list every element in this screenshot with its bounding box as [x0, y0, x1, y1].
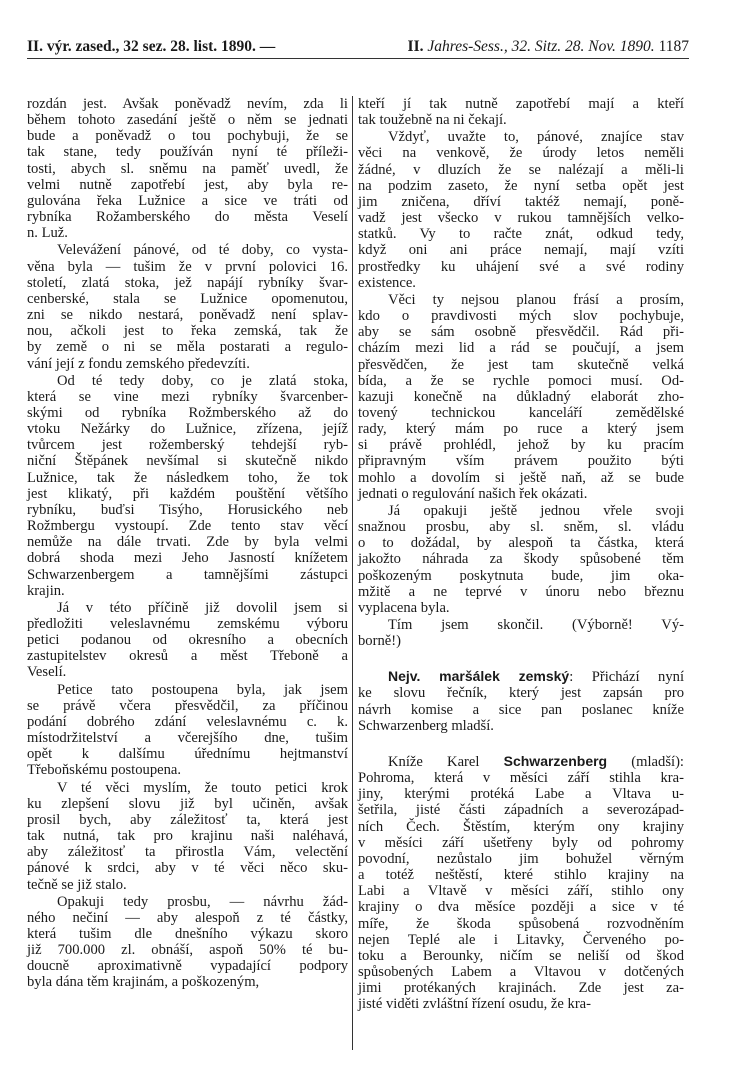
line-prefix: Kníže Karel [388, 753, 504, 770]
text-line: kdo o pravdivosti mých slov pochybuje, [358, 308, 684, 325]
text-line: zastupitelstev okresů a měst Třeboně a [27, 648, 348, 665]
text-line: Schwarzenberg mladší. [358, 717, 494, 734]
text-line: gulována řeka Lužnice a sice ve tráti od [27, 192, 348, 209]
text-line: vadž jest všecko v rukou tamnějších velko- [358, 210, 684, 227]
speaker-name: Schwarzenberg [503, 752, 608, 769]
text-line: niční Štěpánek nevšímal si skutečně nikdo [27, 453, 348, 470]
text-line: Od té tedy doby, co je zlatá stoka, [57, 372, 348, 389]
text-line: přesvědčen, že jest tam skutečně velká [358, 356, 684, 373]
text-line: se právě včera přesvědčil, za příčinou [27, 697, 348, 714]
paragraph [358, 292, 684, 502]
text-line: tečně se již stalo. [27, 876, 127, 893]
text-line: toku a Berounky, ničím se neliší od škod [358, 947, 684, 964]
text-line: Rožmbergu vystoupí. Zde tento stav věcí [27, 518, 348, 535]
text-line: skými od rybníka Rožmberského až do [27, 404, 348, 421]
text-line: krajiny o dva měsíce později a sice v té [358, 899, 684, 916]
text-line: bída, a že se rychle pomoci musí. Od- [358, 372, 684, 389]
text-line: aby se sám osobně přesvědčil. Rád při- [358, 324, 684, 341]
text-line: V té věci myslím, že touto petici krok [57, 779, 348, 796]
paragraph [27, 600, 348, 681]
header-german-text: Jahres-Sess., 32. Sitz. 28. Nov. 1890. [427, 38, 655, 55]
text-line: cenberské, stala se Lužnice opomenutou, [27, 290, 348, 307]
column-divider [352, 96, 353, 1050]
line-rest: : Přichází nyní [569, 669, 684, 686]
text-line: poškozeným poskytnuta bude, jim oka- [358, 567, 684, 584]
text-line: jakožto náhrada za škody spůsobené těm [358, 551, 684, 568]
left-column [27, 96, 348, 992]
text-line: a totéž neštěstí, které stihlo krajiny na [358, 867, 684, 884]
text-line: nejen Teplé ale i Litavky, Červeného po- [358, 931, 684, 948]
text-line: jimi protékaných krajinách. Zde jest za- [358, 980, 684, 997]
paragraph [27, 96, 348, 241]
text-line: borně!) [358, 633, 401, 650]
text-line: návrh komise a sice pan poslanec kníže [358, 701, 684, 718]
text-line: během tohoto zasedání ještě o něm se jednati [27, 112, 348, 129]
text-line: na podzim zaseto, že nyní setba opět jest [358, 177, 684, 194]
line-rest: (mladší): [607, 753, 684, 770]
paragraph [27, 242, 348, 371]
speaker-paragraph [358, 753, 684, 1013]
text-line: místodržitelství a včerejšího dne, tušim [27, 730, 348, 747]
text-line: tak nutná, tak pro krajinu naši naléhavá, [27, 828, 348, 845]
header-german-prefix: II. [407, 38, 424, 55]
text-line: rybníku, buďsi Tisýho, Horusického neb [27, 501, 348, 518]
text-line: připravným vším právem použito býti [358, 453, 684, 470]
text-line: snažnou prosbu, aby sl. sněm, sl. vládu [358, 519, 684, 536]
text-line: ku zlepšení slovu již byl učiněn, avšak [27, 795, 348, 812]
text-line: předložiti veleslavnému zemskému výboru [27, 616, 348, 632]
paragraph [27, 373, 348, 599]
text-line [358, 753, 684, 770]
text-line: která se vine mezi rybníky švarcenber- [27, 388, 348, 405]
header-czech-text: II. výr. zased., 32 sez. 28. list. 1890. — [27, 38, 276, 55]
text-line: jednati o regulování našich řek okázati. [358, 485, 588, 502]
text-line: tvůrcem jest rožemberský tehdejší ryb- [27, 437, 348, 454]
text-line: Schwarzenbergem a tamnějšími zástupci [27, 566, 348, 583]
text-line: existence. [358, 274, 416, 291]
text-line: vtoku Nežárky do Lužnice, zřízena, jejíž [27, 421, 348, 438]
text-line: vání její z fondu zemského předevzíti. [27, 355, 250, 372]
paragraph [358, 129, 684, 291]
text-line: Opakuji tedy prosbu, — návrhu žád- [57, 893, 348, 910]
text-line: v měsíci září ušetřeny byly od pohromy [358, 834, 684, 851]
text-line: doucně aproximativně vypadající podpory [27, 958, 348, 975]
text-line: jest klikatý, při každém pouštění většího [27, 485, 348, 502]
text-line: století, zlatá stoka, jež napájí rybníky švar- [27, 274, 348, 291]
text-line: když oni ani práce nemají, mají vzíti [358, 242, 684, 259]
text-line: dobrá shoda mezi Jeho Jasností knížetem [27, 550, 348, 567]
text-line: bude a poněvadž o tou pochybuji, že se [27, 128, 348, 145]
text-line: Vždyť, uvažte to, pánové, znajíce stav [388, 129, 684, 146]
text-line: vyplacena byla. [358, 599, 450, 616]
text-line [358, 668, 684, 685]
text-line: petici podanou od okresního a obecních [27, 632, 348, 649]
text-line: ních Čech. Štěstím, kterým ony krajiny [358, 818, 684, 835]
text-line: již 700.000 zl. obnáší, aspoň 50% té bu- [27, 942, 348, 959]
paragraph [358, 503, 684, 616]
text-line: míře, že škoda spůsobená rozvodněním [358, 915, 684, 932]
text-line: statků. Vy to račte znát, odkud tedy, [358, 226, 684, 243]
text-line: ného nečiní — aby alespoň z té částky, [27, 909, 348, 926]
text-line: šetřila, jisté části západních a severozápad- [358, 802, 684, 819]
text-line: nemůže na dále trvati. Zde by byla velmi [27, 534, 348, 551]
text-line: rady, který mám po ruce a který jsem [358, 421, 684, 438]
speaker-paragraph [358, 668, 684, 734]
text-line: Tím jsem skončil. (Výborně! Vý- [388, 617, 684, 633]
text-line: kteří jí tak nutně zapotřebí mají a kteří [358, 96, 684, 112]
text-line: jisté viděti zvláštní řízení osudu, že kra- [358, 996, 592, 1013]
running-header [27, 34, 689, 59]
text-line: zni se nikdo nestará, poněvadž není splav- [27, 307, 348, 324]
text-line: věna byla — tušim že v první polovici 16. [27, 258, 348, 275]
text-line: tak stane, tedy používán nyní té příleži- [27, 144, 348, 161]
text-line: rybníka Rožamberského do města Veselí [27, 209, 348, 226]
text-line: si právě prohlédl, jehož by ku pracím [358, 437, 684, 454]
text-line: Já v této příčině již dovolil jsem si [57, 599, 348, 616]
text-line: Pohroma, která v měsíci září stihla kra- [358, 770, 684, 787]
text-line: povodní, nezůstalo jim bohužel věrným [358, 850, 684, 867]
text-line: Věci ty nejsou planou frásí a prosím, [388, 291, 684, 308]
right-column [358, 96, 684, 1013]
text-line: ke slovu řečník, který jest zapsán pro [358, 685, 684, 702]
paragraph [358, 617, 684, 649]
text-line: n. Luž. [27, 225, 68, 242]
text-line: věci na venkově, že úrody letos neměli [358, 145, 684, 162]
text-line: spůsobených Labem a Vltavou v dotčených [358, 963, 684, 980]
text-line: aby záležitosť ta přirostla Vám, velectění [27, 844, 348, 861]
text-line: Veselí. [27, 664, 67, 681]
text-line: prosil bych, aby záležitosť ta, která jest [27, 811, 348, 828]
text-line: by země o ni se měla postarati a regulo- [27, 339, 348, 356]
text-line: cházím mezi lid a rád se poučují, a jsem [358, 340, 684, 357]
text-line: Lužnice, tak že následkem toho, že tok [27, 469, 348, 486]
text-line: podání dobrého zdání veleslavnému c. k. [27, 713, 348, 730]
text-line: nou, ačkoli jest to řeka zemská, tak že [27, 323, 348, 340]
paragraph [27, 682, 348, 779]
text-line: pánové k srdci, aby v té věci něco sku- [27, 860, 348, 877]
text-line: mohlo a dovolím si ještě naň, až se bude [358, 469, 684, 486]
text-line: tosti, abych sl. sněmu na paměť uvedl, že [27, 160, 348, 177]
text-line: žádné, v dluzích že se nalézají a měli-li [358, 161, 684, 178]
text-line: Petice tato postoupena byla, jak jsem [57, 681, 348, 698]
text-line: jiny, kterými protéká Labe a Vltava u- [358, 786, 684, 803]
text-line: Třeboňskému postoupena. [27, 762, 182, 779]
text-line: mžitě a ne teprvé v únoru nebo březnu [358, 583, 684, 600]
speaker-name: Nejv. maršálek zemský [388, 668, 570, 685]
text-line: tak toužebně na ni čekají. [358, 112, 507, 129]
paragraph [27, 894, 348, 991]
text-line: opět k dalšímu úřednímu hejtmanství [27, 746, 348, 763]
paragraph [27, 780, 348, 893]
page-number: 1187 [658, 38, 689, 55]
text-line: prostředky ku uhájení své a své rodiny [358, 258, 684, 275]
header-czech [27, 38, 275, 56]
text-line: krajin. [27, 582, 65, 599]
text-line: jim zničena, dříví taktéž nemají, poně- [358, 193, 684, 210]
text-line: velmi nutně zapotřebí jest, aby byla re- [27, 176, 348, 193]
text-line: která tušim dle dnešního výkazu skoro [27, 925, 348, 942]
text-line: Labi a Vltavě v měsíci září, stihlo ony [358, 883, 684, 900]
text-line: o to dožádal, by alespoň ta částka, která [358, 535, 684, 552]
paragraph [358, 96, 684, 128]
text-line: Velevážení pánové, od té doby, co vysta- [57, 242, 348, 259]
text-line: Já opakuji ještě jednou vřele svoji [388, 502, 684, 519]
text-line: tovený technickou kanceláří zemědělské [358, 404, 684, 421]
header-german [408, 38, 689, 56]
text-line: rozdán jest. Avšak poněvadž nevím, zda li [27, 96, 348, 112]
text-line: kazuji konečně na důkladný elaborát zho- [358, 388, 684, 405]
text-line: byla dána těm krajinám, a poškozeným, [27, 974, 260, 991]
